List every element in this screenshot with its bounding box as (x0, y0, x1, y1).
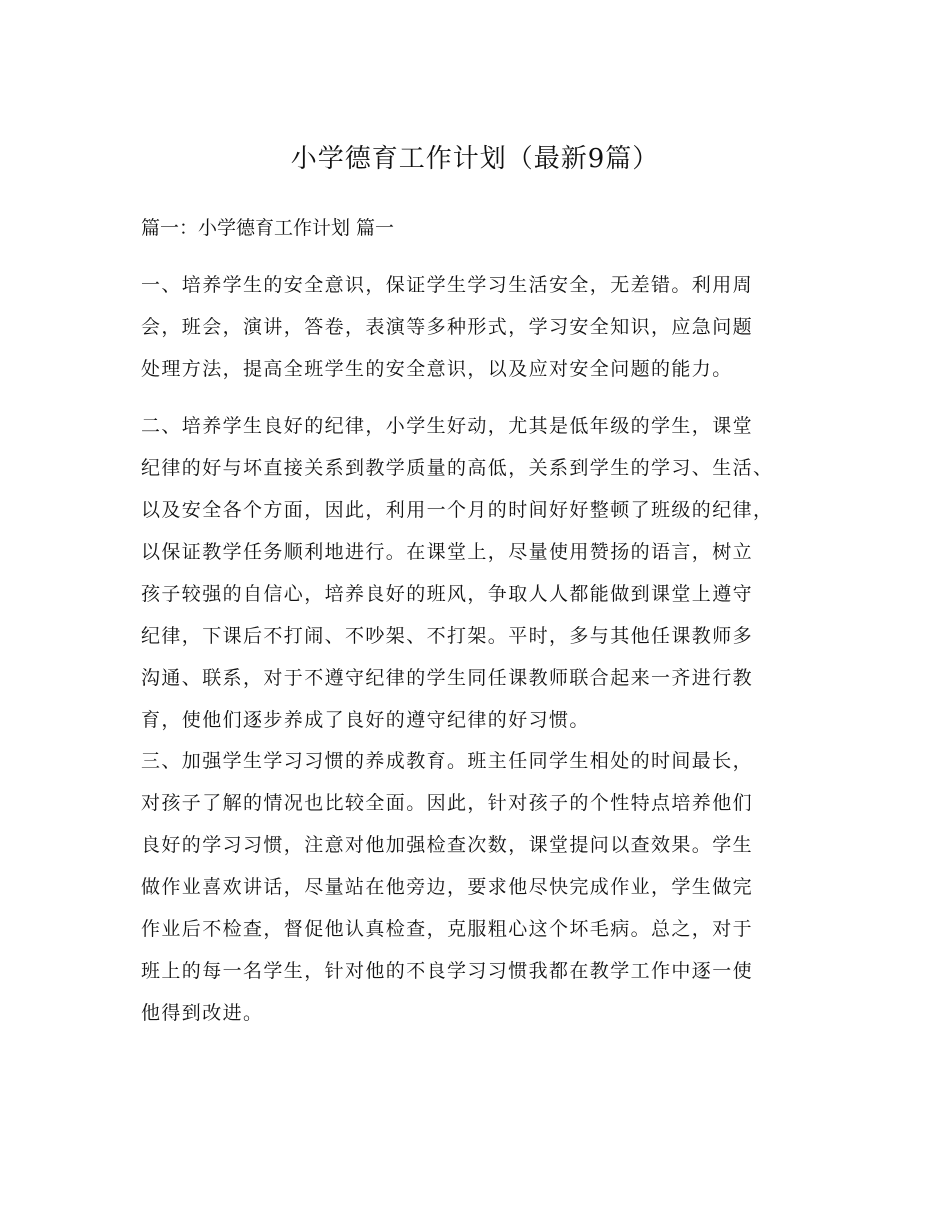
paragraph-line: 以及安全各个方面，因此，利用一个月的时间好好整顿了班级的纪律， (141, 499, 774, 521)
paragraph-line: 处理方法，提高全班学生的安全意识，以及应对安全问题的能力。 (141, 358, 733, 380)
paragraph-line: 以保证教学任务顺利地进行。在课堂上，尽量使用赞扬的语言，树立 (141, 541, 754, 563)
paragraph-line: 二、培养学生良好的纪律，小学生好动，尤其是低年级的学生，课堂 (141, 415, 754, 437)
paragraph-line: 对孩子了解的情况也比较全面。因此，针对孩子的个性特点培养他们 (141, 792, 754, 814)
paragraph-2 (141, 405, 773, 741)
paragraph-3 (141, 740, 753, 1034)
paragraph-line: 班上的每一名学生，针对他的不良学习习惯我都在教学工作中逐一使 (141, 960, 754, 982)
paragraph-line: 良好的学习习惯，注意对他加强检查次数，课堂提问以查效果。学生 (141, 834, 754, 856)
paragraph-line: 纪律，下课后不打闹、不吵架、不打架。平时，多与其他任课教师多 (141, 625, 754, 647)
paragraph-line: 纪律的好与坏直接关系到教学质量的高低，关系到学生的学习、生活、 (141, 457, 774, 479)
paragraph-1 (141, 264, 753, 390)
paragraph-line: 孩子较强的自信心，培养良好的班风，争取人人都能做到课堂上遵守 (141, 583, 754, 605)
paragraph-line: 一、培养学生的安全意识，保证学生学习生活安全，无差错。利用周 (141, 274, 754, 296)
paragraph-line: 育，使他们逐步养成了良好的遵守纪律的好习惯。 (141, 709, 590, 731)
paragraph-line: 作业后不检查，督促他认真检查，克服粗心这个坏毛病。总之，对于 (141, 918, 754, 940)
paragraph-line: 会，班会，演讲，答卷，表演等多种形式，学习安全知识，应急问题 (141, 316, 754, 338)
paragraph-line: 做作业喜欢讲话，尽量站在他旁边，要求他尽快完成作业，学生做完 (141, 876, 754, 898)
document-title: 小学德育工作计划（最新9篇） (290, 144, 660, 174)
section-heading: 篇一：小学德育工作计划 篇一 (141, 217, 395, 239)
paragraph-line: 沟通、联系，对于不遵守纪律的学生同任课教师联合起来一齐进行教 (141, 667, 754, 689)
paragraph-line: 三、加强学生学习习惯的养成教育。班主任同学生相处的时间最长， (141, 750, 754, 772)
paragraph-line: 他得到改进。 (141, 1002, 264, 1024)
